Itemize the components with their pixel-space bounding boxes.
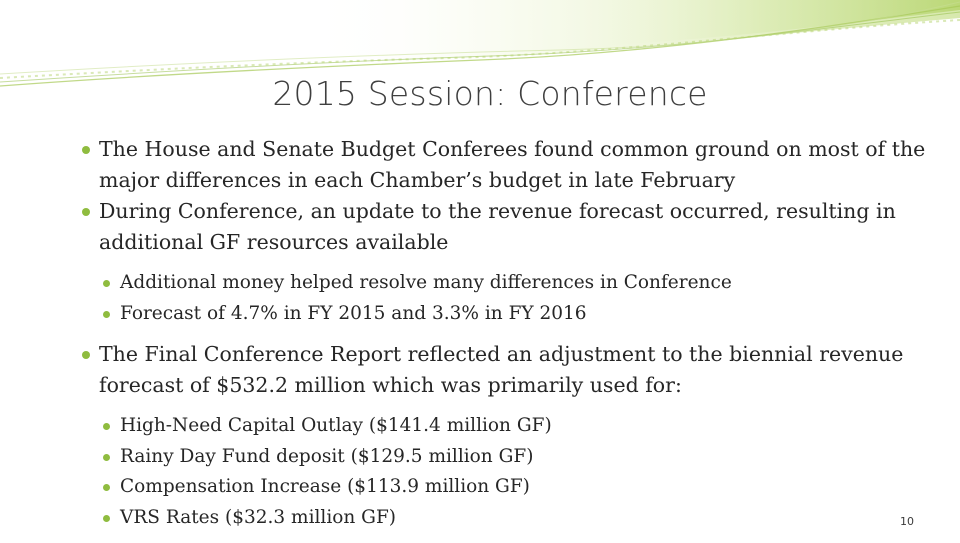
bullet-dot-icon	[103, 280, 110, 287]
bullet-text: The House and Senate Budget Conferees found common ground on most of the major differences in each Chamber’s budget in late February	[99, 137, 926, 192]
bullet-dot-icon	[103, 454, 110, 461]
sub-bullet-text: Compensation Increase ($113.9 million GF)	[120, 476, 530, 497]
bullet-dot-icon	[103, 311, 110, 318]
bullet-text: The Final Conference Report reflected an adjustment to the biennial revenue forecast of $532.2 million which was primarily used for:	[99, 342, 904, 397]
sub-bullet-item	[78, 472, 928, 503]
sub-bullet-text: Rainy Day Fund deposit ($129.5 million GF)	[120, 445, 534, 467]
sub-bullet-text: High-Need Capital Outlay ($141.4 million GF)	[120, 415, 552, 436]
bullet-dot-icon	[103, 484, 110, 491]
slide-title: 2015 Session: Conference	[272, 74, 708, 113]
bullet-text: During Conference, an update to the revenue forecast occurred, resulting in additional GF resources available	[99, 199, 896, 254]
sub-bullet-text: Forecast of 4.7% in FY 2015 and 3.3% in FY 2016	[120, 302, 587, 324]
sub-bullet-text: Additional money helped resolve many differences in Conference	[120, 272, 732, 293]
bullet-dot-icon	[82, 351, 90, 359]
sub-bullet-item	[78, 503, 928, 534]
bullet-dot-icon	[103, 423, 110, 430]
slide-content	[78, 134, 928, 543]
sub-bullet-item	[78, 411, 928, 442]
sub-bullet-list	[78, 268, 928, 329]
bullet-dot-icon	[103, 515, 110, 522]
sub-bullet-item	[78, 268, 928, 299]
bullet-dot-icon	[82, 146, 90, 154]
page-number: 10	[900, 515, 914, 528]
sub-bullet-item	[78, 299, 928, 330]
bullet-dot-icon	[82, 208, 90, 216]
sub-bullet-item	[78, 442, 928, 473]
sub-bullet-text: VRS Rates ($32.3 million GF)	[120, 506, 397, 528]
bullet-item	[78, 134, 928, 196]
bullet-item	[78, 339, 928, 401]
sub-bullet-list	[78, 411, 928, 533]
bullet-item	[78, 196, 928, 258]
